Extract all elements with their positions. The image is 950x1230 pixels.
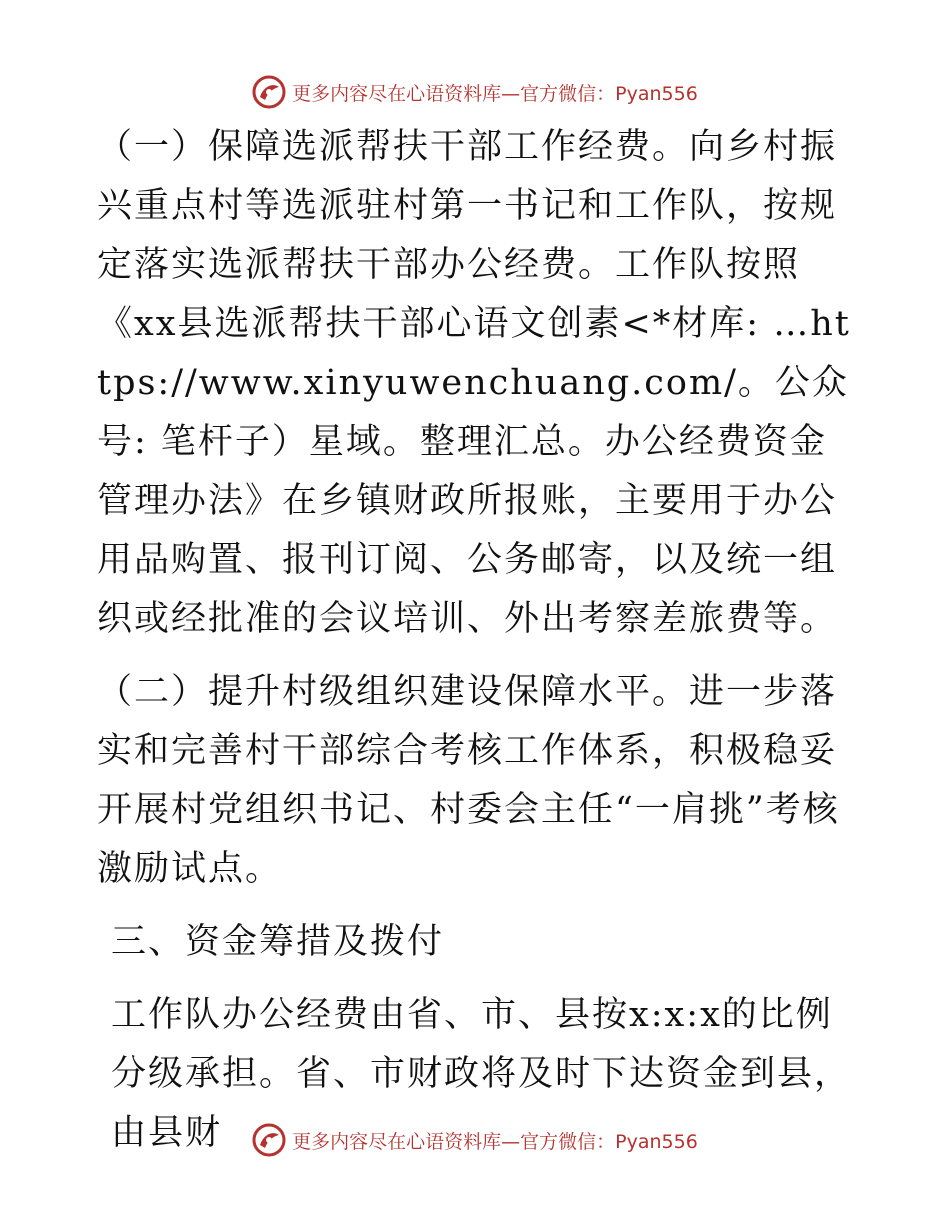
header-watermark-banner: [0, 72, 950, 112]
section-heading-funding: 三、资金筹措及拨付: [111, 922, 445, 962]
header-banner-text: 更多内容尽在心语资料库—官方微信：Pyan556: [292, 82, 698, 105]
paragraph-funding-support: （一）保障选派帮扶干部工作经费。向乡村振兴重点村等选派驻村第一书记和工作队，按规定落实选派帮扶干部办公经费。工作队按照《xx县选派帮扶干部心语文创素<*材库: …https://www.xinyuwenchuang.com/。公众号: 笔杆子）星域。整理汇总。办公经费资金管理办法》在乡镇财政所报账，主要用于办公用品购置、报刊订阅、公务邮寄，以及统一组织或经批准的会议培训、外出考察差旅费等。: [97, 127, 851, 639]
footer-watermark-banner: [0, 1120, 950, 1160]
paragraph-organization-support: （二）提升村级组织建设保障水平。进一步落实和完善村干部综合考核工作体系，积极稳妥开展村党组织书记、村委会主任“一肩挑”考核激励试点。: [97, 672, 840, 889]
footer-banner-text: 更多内容尽在心语资料库—官方微信：Pyan556: [292, 1130, 698, 1153]
document-body: [97, 118, 857, 1163]
brand-logo-icon: [252, 75, 286, 109]
paragraph-funding-allocation: 工作队办公经费由省、市、县按x:x:x的比例分级承担。省、市财政将及时下达资金到县，由县财: [111, 995, 852, 1153]
brand-logo-icon: [252, 1123, 286, 1157]
